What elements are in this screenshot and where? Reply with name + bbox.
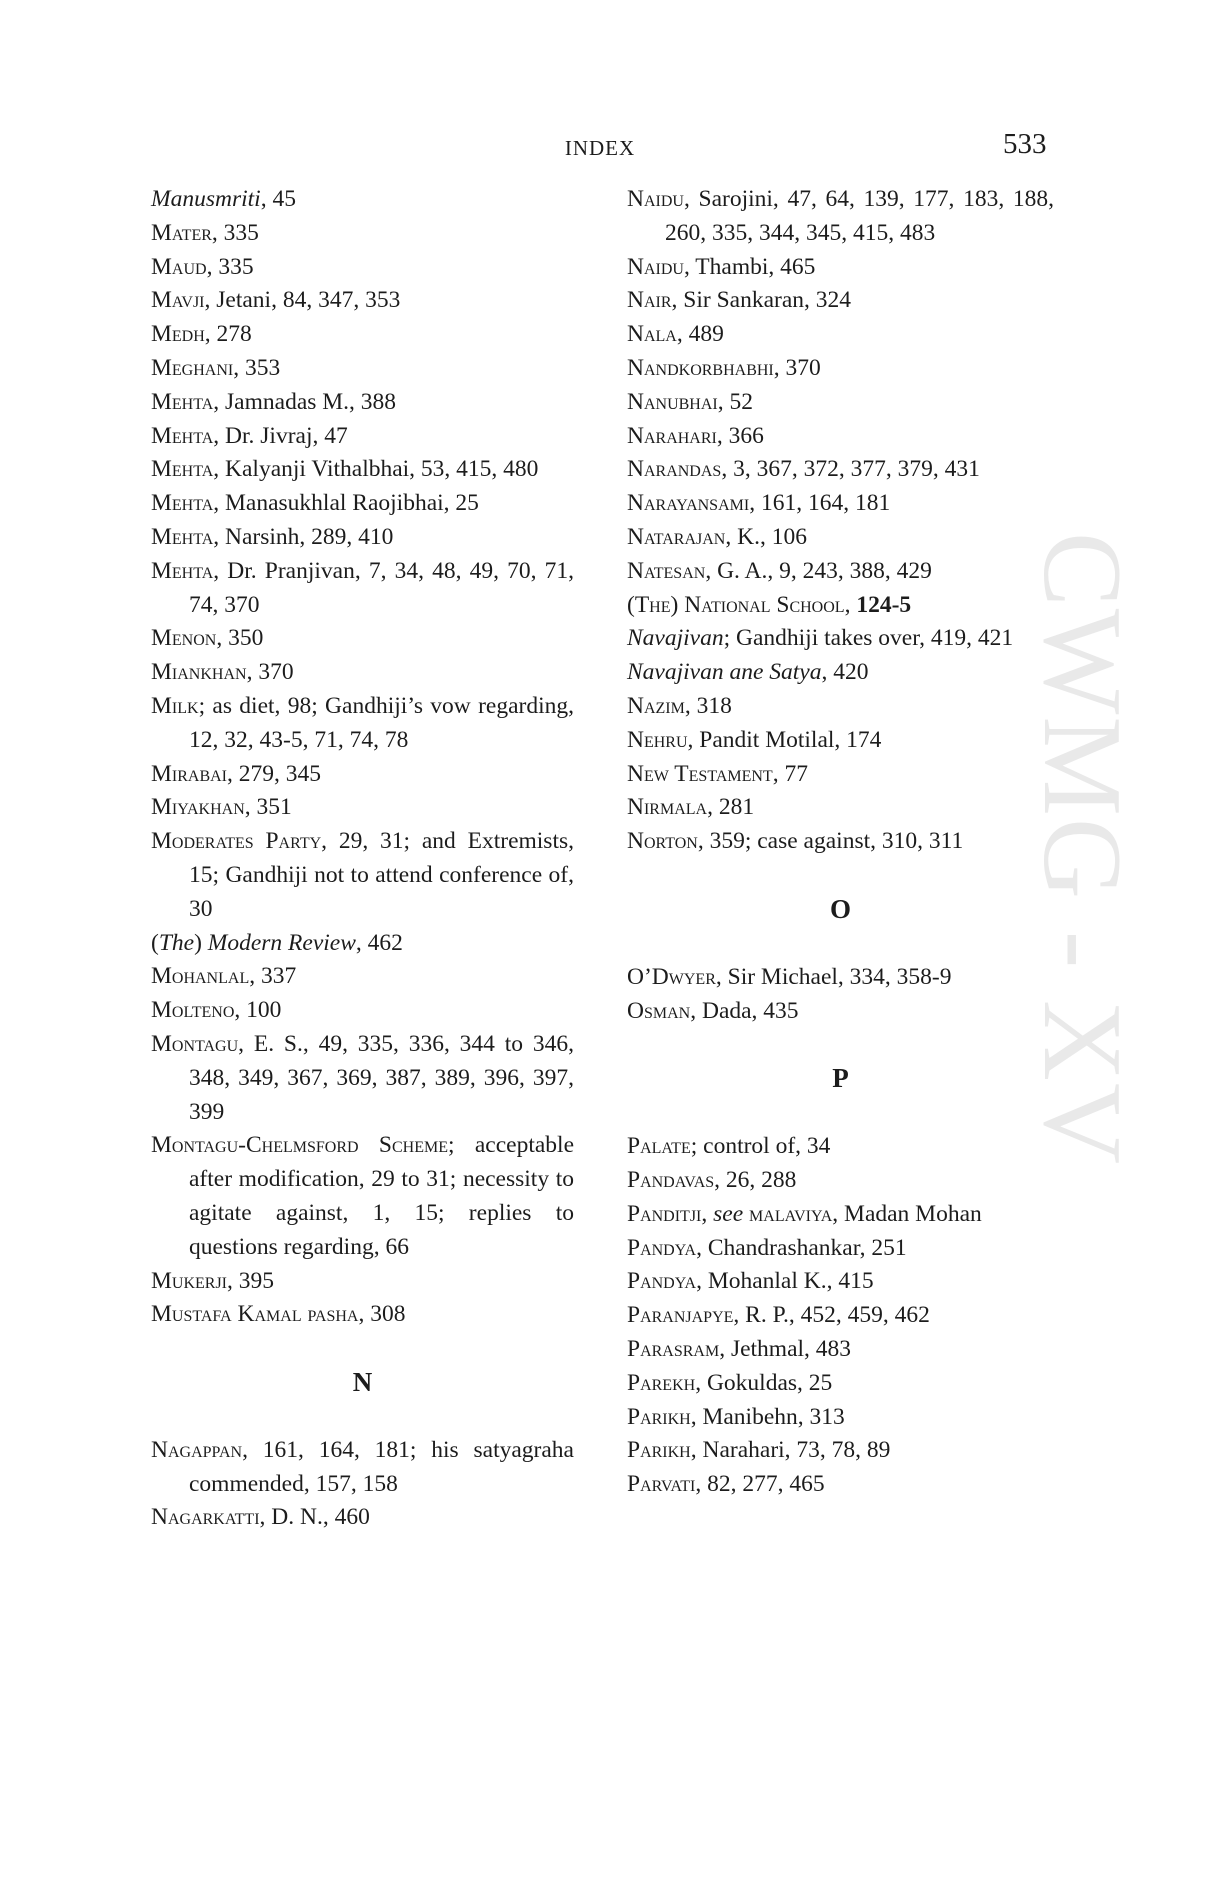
index-entry: Norton, 359; case against, 310, 311 — [627, 828, 964, 855]
index-entry: Paranjapye, R. P., 452, 459, 462 — [627, 1302, 930, 1329]
index-entry: Palate; control of, 34 — [627, 1133, 831, 1160]
index-entry: Narandas, 3, 367, 372, 377, 379, 431 — [627, 456, 980, 483]
running-header: INDEX — [564, 136, 636, 160]
index-entry: Mehta, Jamnadas M., 388 — [151, 388, 397, 415]
index-entry: Parikh, Manibehn, 313 — [627, 1403, 845, 1430]
index-entry: Panditji, see malaviya, Madan Mohan — [627, 1200, 982, 1227]
index-entry: Nazim, 318 — [627, 692, 732, 719]
index-entry: Manusmriti, 45 — [151, 186, 296, 212]
index-entry: Montagu, E. S., 49, 335, 336, 344 to 346, 348, 349, 367, 369, 387, 389, 396, 397, 399 — [151, 1030, 574, 1125]
index-entry: Mehta, Dr. Jivraj, 47 — [151, 422, 348, 449]
index-entries-p — [627, 1130, 1054, 1502]
index-entry: Nagarkatti, D. N., 460 — [151, 1504, 370, 1531]
index-entry: Parasram, Jethmal, 483 — [627, 1335, 852, 1362]
index-entry: Medh, 278 — [151, 321, 252, 348]
index-entry: Miankhan, 370 — [151, 659, 294, 686]
index-entry: Mustafa Kamal pasha, 308 — [151, 1301, 406, 1328]
index-entry: Mehta, Kalyanji Vithalbhai, 53, 415, 480 — [151, 456, 539, 483]
index-entry: Pandya, Chandrashankar, 251 — [627, 1234, 907, 1261]
index-entry: Natarajan, K., 106 — [627, 523, 807, 550]
index-entry: Narayansami, 161, 164, 181 — [627, 490, 891, 517]
index-entry: Mirabai, 279, 345 — [151, 760, 322, 787]
index-entry: Mehta, Narsinh, 289, 410 — [151, 523, 394, 550]
index-entry: Pandavas, 26, 288 — [627, 1166, 797, 1193]
index-entry: Montagu-Chelmsford Scheme; acceptable after modification, 29 to 31; necessity to agitate against, 1, 15; replies to questions regarding, 66 — [151, 1132, 574, 1260]
index-entry: Nehru, Pandit Motilal, 174 — [627, 726, 882, 753]
section-letter-p: P — [832, 1063, 849, 1094]
index-entries — [151, 183, 574, 1332]
index-entry: Molteno, 100 — [151, 997, 282, 1024]
index-entry: Naidu, Thambi, 465 — [627, 253, 816, 280]
index-entry: Natesan, G. A., 9, 243, 388, 429 — [627, 557, 932, 584]
index-entry: Menon, 350 — [151, 625, 264, 652]
index-entry: Nandkorbhabhi, 370 — [627, 354, 821, 381]
index-entry: Mater, 335 — [151, 219, 259, 246]
right-column — [627, 183, 1054, 1502]
index-entry: Nala, 489 — [627, 321, 724, 348]
index-entry: Miyakhan, 351 — [151, 794, 292, 821]
index-entry: (The) National School, 124-5 — [627, 591, 912, 618]
index-entry: Milk; as diet, 98; Gandhiji’s vow regarding, 12, 32, 43-5, 71, 74, 78 — [151, 692, 574, 753]
page-number: 533 — [1003, 128, 1047, 160]
index-entry: Mavji, Jetani, 84, 347, 353 — [151, 287, 401, 314]
index-entry: Narahari, 366 — [627, 422, 764, 449]
index-entry: Parikh, Narahari, 73, 78, 89 — [627, 1437, 891, 1464]
index-entries-n — [151, 1434, 574, 1535]
index-entry: O’Dwyer, Sir Michael, 334, 358-9 — [627, 963, 952, 990]
index-entry: Parekh, Gokuldas, 25 — [627, 1369, 833, 1396]
section-letter-o: O — [829, 893, 851, 924]
index-entry: Nair, Sir Sankaran, 324 — [627, 287, 852, 314]
index-entries — [627, 183, 1054, 859]
index-entry: Nagappan, 161, 164, 181; his satyagraha commended, 157, 158 — [151, 1436, 574, 1497]
index-entry: (The) Modern Review, 462 — [151, 929, 403, 956]
index-entry: New Testament, 77 — [627, 760, 808, 787]
index-entry: Nanubhai, 52 — [627, 388, 753, 415]
index-entry: Mehta, Manasukhlal Raojibhai, 25 — [151, 490, 479, 517]
index-entry: Mehta, Dr. Pranjivan, 7, 34, 48, 49, 70, 71, 74, 370 — [151, 557, 574, 618]
index-entry: Mukerji, 395 — [151, 1267, 275, 1294]
index-entry: Navajivan ane Satya, 420 — [627, 659, 869, 686]
watermark: CWMG - XV — [1020, 532, 1144, 1166]
index-entry: Maud, 335 — [151, 253, 254, 280]
index-entry: Osman, Dada, 435 — [627, 997, 799, 1024]
section-letter-n: N — [352, 1367, 373, 1398]
index-entry: Parvati, 82, 277, 465 — [627, 1471, 825, 1498]
index-entry: Pandya, Mohanlal K., 415 — [627, 1268, 874, 1295]
index-entry: Naidu, Sarojini, 47, 64, 139, 177, 183, 188, 260, 335, 344, 345, 415, 483 — [627, 186, 1054, 246]
index-entry: Mohanlal, 337 — [151, 963, 297, 990]
left-column — [151, 183, 574, 1535]
index-entry: Navajivan; Gandhiji takes over, 419, 421 — [627, 625, 1014, 652]
index-entry: Meghani, 353 — [151, 354, 281, 381]
index-entry: Moderates Party, 29, 31; and Extremists, 15; Gandhiji not to attend conference of, 30 — [151, 828, 574, 922]
index-entry: Nirmala, 281 — [627, 794, 755, 821]
index-entries-o — [627, 961, 1054, 1029]
